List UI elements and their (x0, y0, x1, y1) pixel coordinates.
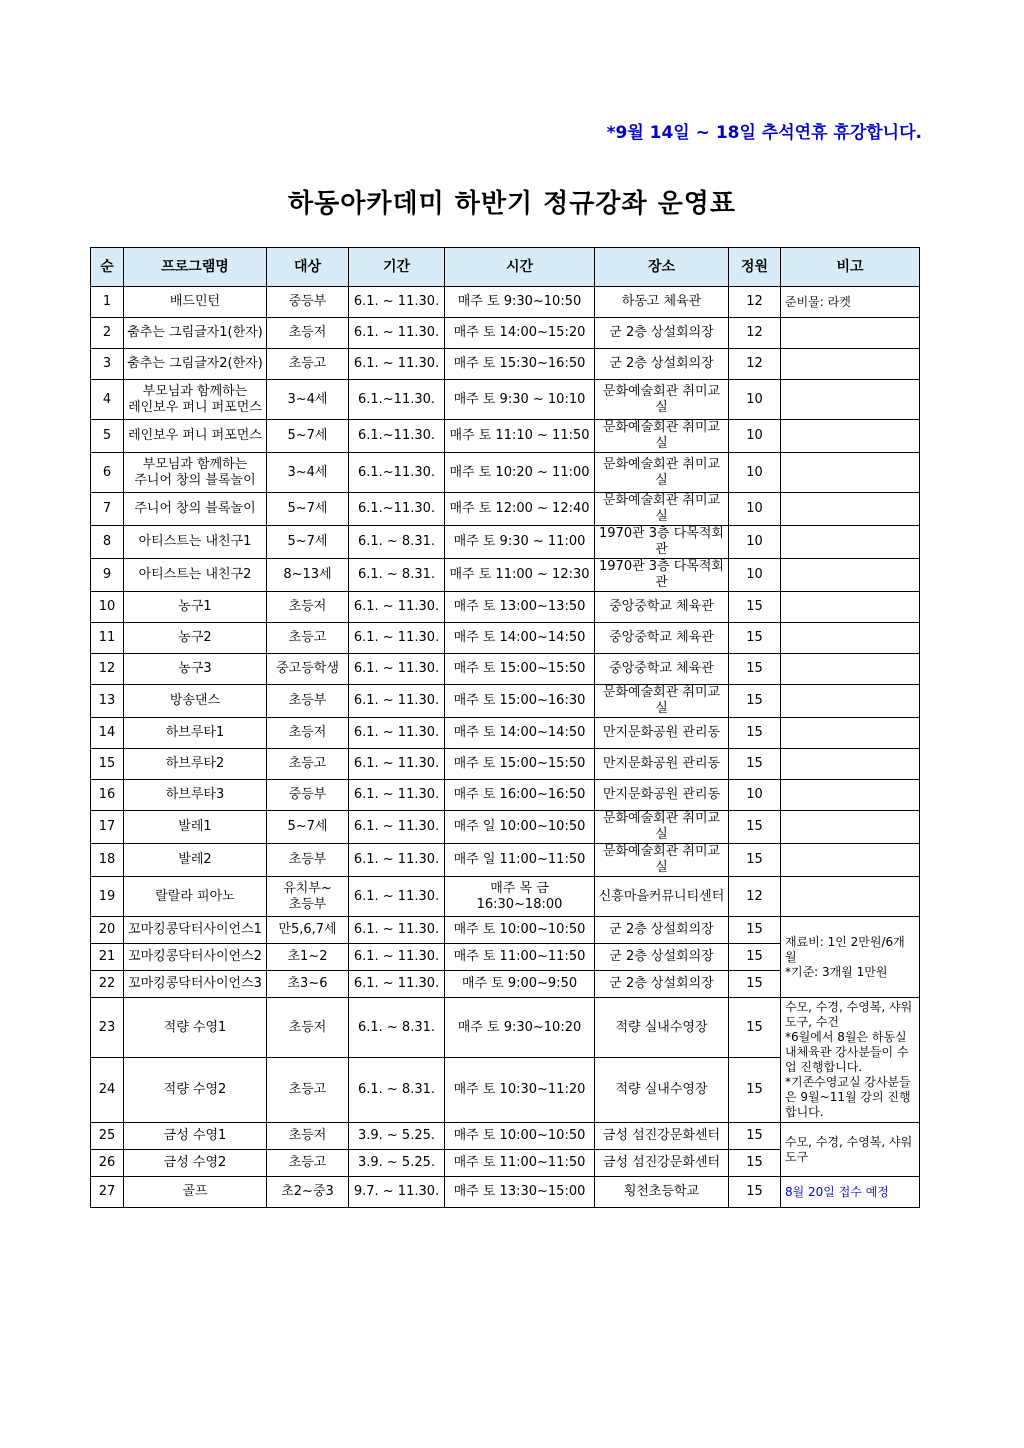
cell-time: 매주 토 9:30 ~ 11:00 (445, 526, 595, 559)
cell-no: 10 (91, 592, 124, 623)
table-row (91, 287, 920, 318)
cell-program: 발레1 (124, 811, 267, 844)
cell-program: 방송댄스 (124, 685, 267, 718)
cell-no: 6 (91, 453, 124, 493)
cell-no: 3 (91, 349, 124, 380)
cell-program: 춤추는 그림글자2(한자) (124, 349, 267, 380)
cell-period: 6.1. ~ 8.31. (349, 559, 445, 592)
table-row (91, 1123, 920, 1150)
cell-capacity: 10 (729, 780, 781, 811)
cell-capacity: 12 (729, 318, 781, 349)
cell-no: 21 (91, 944, 124, 971)
table-row (91, 877, 920, 917)
cell-no: 14 (91, 718, 124, 749)
cell-place: 군 2층 상설회의장 (595, 917, 729, 944)
cell-place: 중앙중학교 체육관 (595, 623, 729, 654)
table-row (91, 493, 920, 526)
cell-time: 매주 토 9:00~9:50 (445, 971, 595, 998)
cell-remarks (781, 493, 920, 526)
table-row (91, 349, 920, 380)
table-row (91, 380, 920, 420)
cell-remarks (781, 623, 920, 654)
cell-target: 8~13세 (267, 559, 349, 592)
cell-program: 금성 수영1 (124, 1123, 267, 1150)
cell-capacity: 12 (729, 877, 781, 917)
cell-no: 9 (91, 559, 124, 592)
header-no: 순 (91, 248, 124, 287)
table-row (91, 526, 920, 559)
cell-time: 매주 토 10:20 ~ 11:00 (445, 453, 595, 493)
cell-no: 17 (91, 811, 124, 844)
cell-target: 3~4세 (267, 453, 349, 493)
cell-capacity: 10 (729, 526, 781, 559)
cell-program: 금성 수영2 (124, 1150, 267, 1177)
cell-remarks: 8월 20일 접수 예정 (781, 1177, 920, 1208)
cell-period: 6.1. ~ 11.30. (349, 349, 445, 380)
cell-capacity: 10 (729, 453, 781, 493)
schedule-table (90, 247, 920, 1208)
cell-time: 매주 토 14:00~15:20 (445, 318, 595, 349)
cell-target: 5~7세 (267, 420, 349, 453)
cell-period: 6.1. ~ 11.30. (349, 654, 445, 685)
cell-remarks (781, 380, 920, 420)
cell-target: 초등고 (267, 1150, 349, 1177)
header-capacity: 정원 (729, 248, 781, 287)
cell-program: 적량 수영1 (124, 998, 267, 1058)
cell-capacity: 15 (729, 1150, 781, 1177)
cell-no: 2 (91, 318, 124, 349)
cell-program: 골프 (124, 1177, 267, 1208)
cell-no: 4 (91, 380, 124, 420)
cell-no: 25 (91, 1123, 124, 1150)
cell-no: 12 (91, 654, 124, 685)
cell-place: 금성 섬진강문화센터 (595, 1150, 729, 1177)
cell-target: 초등저 (267, 998, 349, 1058)
cell-no: 20 (91, 917, 124, 944)
cell-remarks (781, 844, 920, 877)
table-row (91, 685, 920, 718)
cell-place: 군 2층 상설회의장 (595, 971, 729, 998)
cell-time: 매주 토 10:00~10:50 (445, 917, 595, 944)
cell-remarks (781, 592, 920, 623)
cell-remarks: 수모, 수경, 수영복, 샤워도구, 수건 *6월에서 8월은 하동실내체육관 강사분들이 수업 진행합니다. *기존수영교실 강사분들은 9월~11월 강의 진행합니다. (781, 998, 920, 1123)
cell-period: 6.1.~11.30. (349, 420, 445, 453)
cell-no: 26 (91, 1150, 124, 1177)
cell-time: 매주 토 15:00~16:30 (445, 685, 595, 718)
cell-capacity: 15 (729, 718, 781, 749)
header-target: 대상 (267, 248, 349, 287)
cell-target: 초등저 (267, 1123, 349, 1150)
cell-capacity: 10 (729, 380, 781, 420)
cell-target: 초등부 (267, 844, 349, 877)
cell-remarks (781, 877, 920, 917)
header-program: 프로그램명 (124, 248, 267, 287)
page-title: 하동아카데미 하반기 정규강좌 운영표 (287, 189, 736, 219)
cell-program: 레인보우 퍼니 퍼포먼스 (124, 420, 267, 453)
cell-target: 초1~2 (267, 944, 349, 971)
cell-period: 6.1. ~ 11.30. (349, 685, 445, 718)
cell-time: 매주 토 15:00~15:50 (445, 654, 595, 685)
cell-time: 매주 토 10:00~10:50 (445, 1123, 595, 1150)
cell-period: 6.1. ~ 11.30. (349, 592, 445, 623)
cell-place: 문화예술회관 취미교실 (595, 811, 729, 844)
cell-capacity: 15 (729, 685, 781, 718)
cell-target: 중등부 (267, 780, 349, 811)
table-header-row (91, 248, 920, 287)
cell-time: 매주 토 15:30~16:50 (445, 349, 595, 380)
cell-program: 꼬마킹콩닥터사이언스3 (124, 971, 267, 998)
cell-period: 6.1. ~ 11.30. (349, 811, 445, 844)
cell-remarks: 재료비: 1인 2만원/6개월 *기준: 3개월 1만원 (781, 917, 920, 998)
cell-program: 하브루타3 (124, 780, 267, 811)
table-row (91, 654, 920, 685)
cell-capacity: 15 (729, 1177, 781, 1208)
cell-place: 문화예술회관 취미교실 (595, 380, 729, 420)
cell-place: 중앙중학교 체육관 (595, 654, 729, 685)
cell-time: 매주 토 12:00 ~ 12:40 (445, 493, 595, 526)
cell-period: 6.1. ~ 8.31. (349, 526, 445, 559)
cell-place: 1970관 3층 다목적회관 (595, 559, 729, 592)
cell-program: 꼬마킹콩닥터사이언스1 (124, 917, 267, 944)
table-row (91, 592, 920, 623)
cell-period: 6.1. ~ 11.30. (349, 718, 445, 749)
cell-capacity: 15 (729, 944, 781, 971)
cell-capacity: 15 (729, 998, 781, 1058)
cell-target: 초2~중3 (267, 1177, 349, 1208)
cell-remarks: 준비물: 라켓 (781, 287, 920, 318)
cell-capacity: 15 (729, 654, 781, 685)
cell-time: 매주 토 11:00 ~ 12:30 (445, 559, 595, 592)
cell-capacity: 15 (729, 749, 781, 780)
cell-program: 주니어 창의 블록놀이 (124, 493, 267, 526)
cell-place: 문화예술회관 취미교실 (595, 685, 729, 718)
cell-period: 6.1. ~ 11.30. (349, 780, 445, 811)
cell-target: 초등저 (267, 718, 349, 749)
cell-capacity: 15 (729, 917, 781, 944)
cell-capacity: 15 (729, 1058, 781, 1123)
header-period: 기간 (349, 248, 445, 287)
cell-place: 군 2층 상설회의장 (595, 944, 729, 971)
cell-period: 6.1. ~ 11.30. (349, 844, 445, 877)
cell-program: 아티스트는 내친구2 (124, 559, 267, 592)
cell-place: 만지문화공원 관리동 (595, 749, 729, 780)
cell-time: 매주 토 11:00~11:50 (445, 944, 595, 971)
cell-target: 초등저 (267, 592, 349, 623)
cell-program: 하브루타2 (124, 749, 267, 780)
cell-remarks (781, 780, 920, 811)
cell-place: 하동고 체육관 (595, 287, 729, 318)
cell-remarks (781, 349, 920, 380)
cell-period: 3.9. ~ 5.25. (349, 1150, 445, 1177)
cell-period: 9.7. ~ 11.30. (349, 1177, 445, 1208)
cell-no: 5 (91, 420, 124, 453)
cell-time: 매주 토 13:00~13:50 (445, 592, 595, 623)
cell-program: 부모님과 함께하는 레인보우 퍼니 퍼포먼스 (124, 380, 267, 420)
cell-place: 군 2층 상설회의장 (595, 349, 729, 380)
cell-period: 6.1. ~ 11.30. (349, 318, 445, 349)
cell-period: 3.9. ~ 5.25. (349, 1123, 445, 1150)
cell-period: 6.1.~11.30. (349, 453, 445, 493)
cell-program: 하브루타1 (124, 718, 267, 749)
cell-program: 농구1 (124, 592, 267, 623)
table-row (91, 623, 920, 654)
cell-period: 6.1. ~ 11.30. (349, 971, 445, 998)
cell-period: 6.1. ~ 8.31. (349, 1058, 445, 1123)
cell-target: 초등고 (267, 349, 349, 380)
cell-remarks (781, 654, 920, 685)
holiday-notice: *9월 14일 ~ 18일 추석연휴 휴강합니다. (606, 123, 922, 143)
cell-program: 적량 수영2 (124, 1058, 267, 1123)
cell-target: 초등부 (267, 685, 349, 718)
schedule-body (91, 287, 920, 1208)
table-row (91, 718, 920, 749)
cell-no: 18 (91, 844, 124, 877)
cell-time: 매주 토 9:30~10:50 (445, 287, 595, 318)
cell-capacity: 10 (729, 493, 781, 526)
cell-place: 문화예술회관 취미교실 (595, 844, 729, 877)
cell-target: 초등고 (267, 623, 349, 654)
cell-time: 매주 토 11:10 ~ 11:50 (445, 420, 595, 453)
cell-target: 초등저 (267, 318, 349, 349)
cell-period: 6.1.~11.30. (349, 380, 445, 420)
cell-program: 배드민턴 (124, 287, 267, 318)
cell-period: 6.1. ~ 8.31. (349, 998, 445, 1058)
cell-period: 6.1. ~ 11.30. (349, 944, 445, 971)
cell-no: 13 (91, 685, 124, 718)
cell-program: 꼬마킹콩닥터사이언스2 (124, 944, 267, 971)
cell-target: 5~7세 (267, 493, 349, 526)
cell-target: 중등부 (267, 287, 349, 318)
cell-target: 중고등학생 (267, 654, 349, 685)
cell-place: 횡천초등학교 (595, 1177, 729, 1208)
cell-time: 매주 목 금 16:30~18:00 (445, 877, 595, 917)
cell-no: 23 (91, 998, 124, 1058)
cell-place: 군 2층 상설회의장 (595, 318, 729, 349)
cell-place: 1970관 3층 다목적회관 (595, 526, 729, 559)
cell-remarks (781, 559, 920, 592)
cell-period: 6.1. ~ 11.30. (349, 917, 445, 944)
table-row (91, 749, 920, 780)
cell-target: 5~7세 (267, 811, 349, 844)
cell-remarks (781, 318, 920, 349)
cell-place: 적량 실내수영장 (595, 998, 729, 1058)
cell-time: 매주 토 9:30~10:20 (445, 998, 595, 1058)
cell-no: 7 (91, 493, 124, 526)
cell-remarks (781, 718, 920, 749)
cell-place: 중앙중학교 체육관 (595, 592, 729, 623)
table-row (91, 780, 920, 811)
cell-capacity: 10 (729, 559, 781, 592)
cell-place: 만지문화공원 관리동 (595, 780, 729, 811)
cell-no: 15 (91, 749, 124, 780)
cell-target: 3~4세 (267, 380, 349, 420)
cell-time: 매주 토 13:30~15:00 (445, 1177, 595, 1208)
table-row (91, 844, 920, 877)
cell-time: 매주 토 9:30 ~ 10:10 (445, 380, 595, 420)
cell-program: 발레2 (124, 844, 267, 877)
cell-time: 매주 토 14:00~14:50 (445, 623, 595, 654)
cell-capacity: 15 (729, 844, 781, 877)
cell-capacity: 12 (729, 349, 781, 380)
cell-capacity: 10 (729, 420, 781, 453)
table-row (91, 420, 920, 453)
table-row (91, 453, 920, 493)
table-row (91, 998, 920, 1058)
cell-no: 19 (91, 877, 124, 917)
cell-remarks (781, 420, 920, 453)
cell-no: 1 (91, 287, 124, 318)
cell-no: 11 (91, 623, 124, 654)
cell-time: 매주 토 11:00~11:50 (445, 1150, 595, 1177)
cell-capacity: 12 (729, 287, 781, 318)
cell-remarks (781, 685, 920, 718)
cell-capacity: 15 (729, 623, 781, 654)
cell-time: 매주 일 11:00~11:50 (445, 844, 595, 877)
cell-place: 만지문화공원 관리동 (595, 718, 729, 749)
cell-time: 매주 토 14:00~14:50 (445, 718, 595, 749)
table-row (91, 559, 920, 592)
cell-period: 6.1. ~ 11.30. (349, 287, 445, 318)
cell-place: 문화예술회관 취미교실 (595, 453, 729, 493)
cell-remarks (781, 811, 920, 844)
cell-remarks: 수모, 수경, 수영복, 샤워도구 (781, 1123, 920, 1177)
cell-period: 6.1. ~ 11.30. (349, 749, 445, 780)
cell-program: 농구2 (124, 623, 267, 654)
cell-capacity: 15 (729, 592, 781, 623)
cell-target: 초3~6 (267, 971, 349, 998)
cell-no: 22 (91, 971, 124, 998)
table-row (91, 917, 920, 944)
cell-no: 16 (91, 780, 124, 811)
cell-target: 유치부~ 초등부 (267, 877, 349, 917)
header-time: 시간 (445, 248, 595, 287)
cell-place: 금성 섬진강문화센터 (595, 1123, 729, 1150)
cell-capacity: 15 (729, 811, 781, 844)
cell-program: 춤추는 그림글자1(한자) (124, 318, 267, 349)
cell-period: 6.1. ~ 11.30. (349, 877, 445, 917)
cell-remarks (781, 749, 920, 780)
cell-capacity: 15 (729, 1123, 781, 1150)
cell-target: 초등고 (267, 749, 349, 780)
cell-no: 8 (91, 526, 124, 559)
table-row (91, 318, 920, 349)
cell-period: 6.1.~11.30. (349, 493, 445, 526)
cell-time: 매주 토 16:00~16:50 (445, 780, 595, 811)
cell-capacity: 15 (729, 971, 781, 998)
cell-remarks (781, 453, 920, 493)
cell-target: 초등고 (267, 1058, 349, 1123)
cell-time: 매주 토 15:00~15:50 (445, 749, 595, 780)
cell-place: 문화예술회관 취미교실 (595, 493, 729, 526)
cell-program: 농구3 (124, 654, 267, 685)
header-place: 장소 (595, 248, 729, 287)
cell-program: 부모님과 함께하는 주니어 창의 블록놀이 (124, 453, 267, 493)
cell-target: 5~7세 (267, 526, 349, 559)
cell-time: 매주 일 10:00~10:50 (445, 811, 595, 844)
cell-remarks (781, 526, 920, 559)
cell-place: 적량 실내수영장 (595, 1058, 729, 1123)
cell-program: 랄랄라 피아노 (124, 877, 267, 917)
cell-no: 24 (91, 1058, 124, 1123)
table-row (91, 811, 920, 844)
cell-target: 만5,6,7세 (267, 917, 349, 944)
header-remarks: 비고 (781, 248, 920, 287)
cell-time: 매주 토 10:30~11:20 (445, 1058, 595, 1123)
cell-place: 문화예술회관 취미교실 (595, 420, 729, 453)
cell-place: 신흥마을커뮤니티센터 (595, 877, 729, 917)
cell-period: 6.1. ~ 11.30. (349, 623, 445, 654)
table-row (91, 1177, 920, 1208)
cell-program: 아티스트는 내친구1 (124, 526, 267, 559)
cell-no: 27 (91, 1177, 124, 1208)
